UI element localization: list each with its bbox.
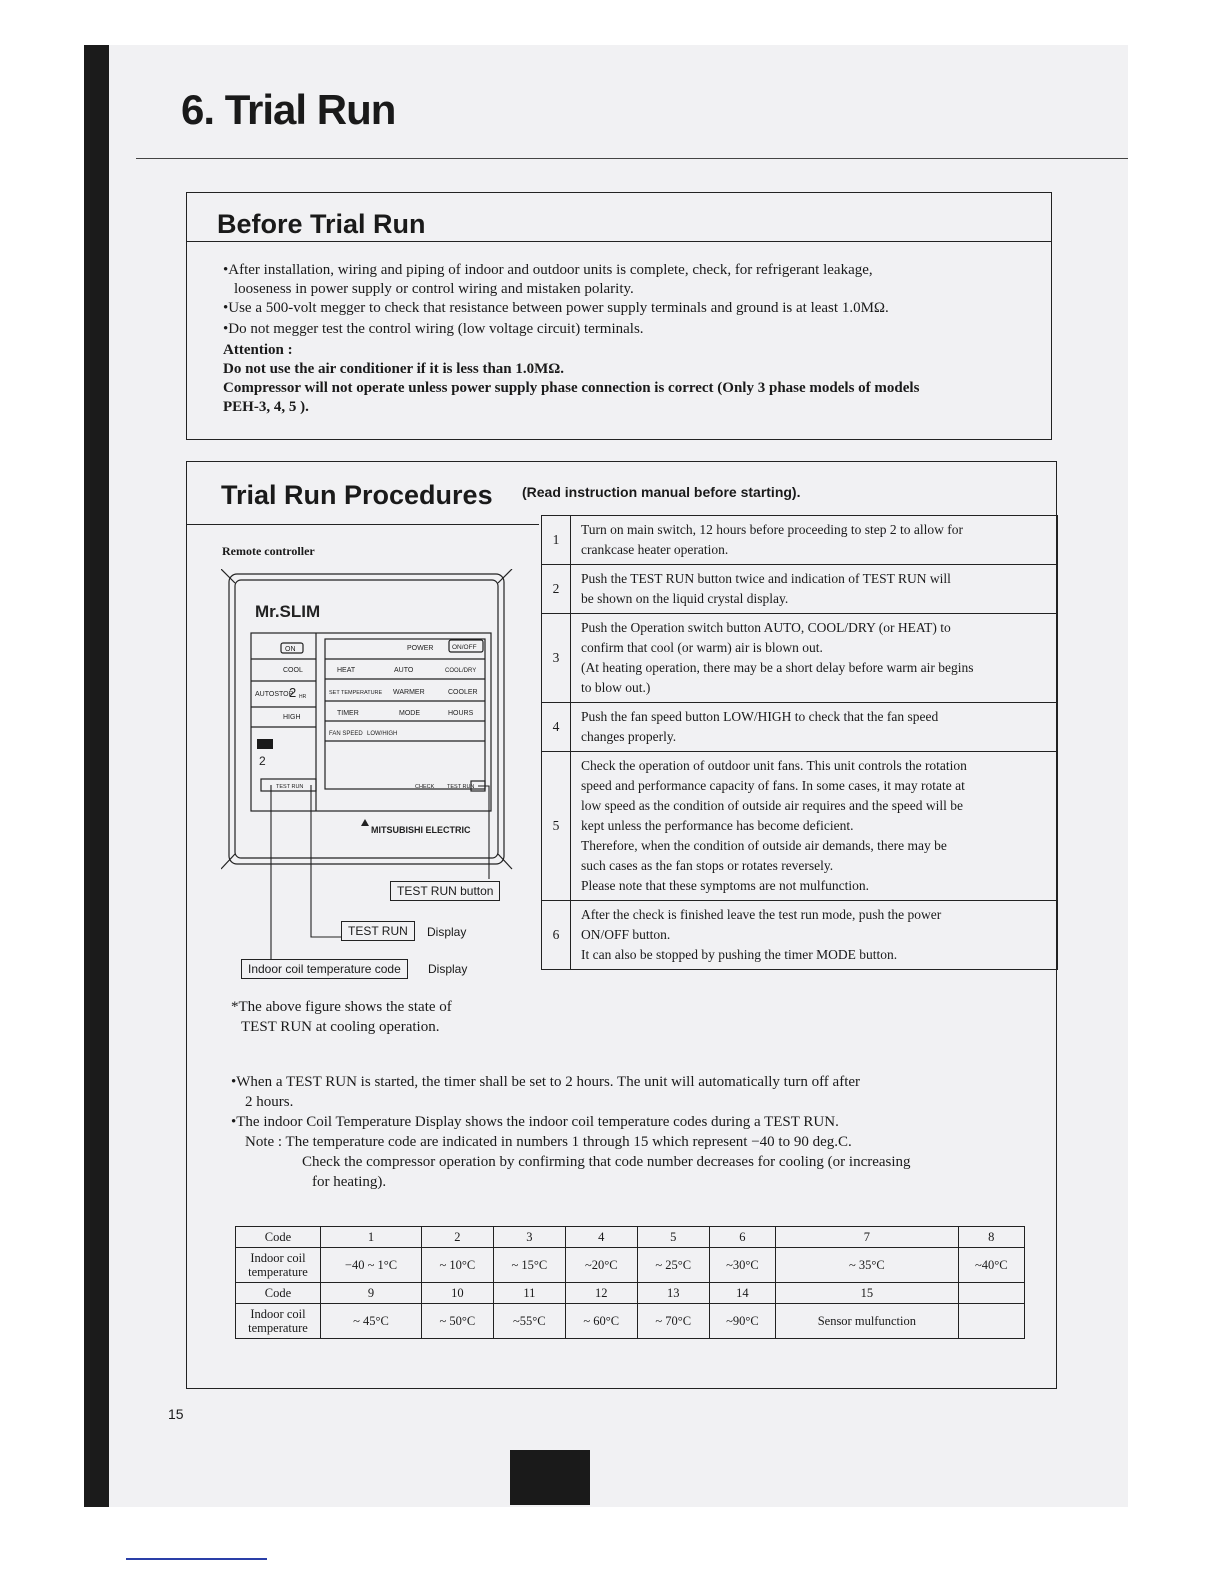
code-cell: 12 bbox=[565, 1283, 637, 1304]
callout-display-label: Display bbox=[427, 925, 467, 939]
code-cell: ~ 60°C bbox=[565, 1304, 637, 1339]
code-cell: 1 bbox=[321, 1227, 422, 1248]
step-text bbox=[571, 565, 1058, 614]
cool-indicator: COOL bbox=[283, 667, 303, 674]
code-cell: ~ 70°C bbox=[637, 1304, 709, 1339]
small-digit: 2 bbox=[259, 754, 266, 768]
on-indicator: ON bbox=[285, 646, 296, 653]
step-line: Turn on main switch, 12 hours before proceeding to step 2 to allow for bbox=[581, 522, 963, 537]
code-cell bbox=[958, 1304, 1024, 1339]
autostop-indicator: AUTOSTOP bbox=[255, 691, 294, 698]
code-row bbox=[236, 1227, 1025, 1248]
cooldry-button: COOL/DRY bbox=[445, 668, 477, 674]
step-line: Push the Operation switch button AUTO, COOL/DRY (or HEAT) to bbox=[581, 620, 951, 635]
step-line: Therefore, when the condition of outside air demands, there may be bbox=[581, 838, 947, 853]
step-line: be shown on the liquid crystal display. bbox=[581, 591, 789, 606]
step-row bbox=[542, 614, 1058, 703]
step-row bbox=[542, 901, 1058, 970]
warmer-button: WARMER bbox=[393, 689, 425, 696]
temperature-row bbox=[236, 1248, 1025, 1283]
step-line: (At heating operation, there may be a short delay before warm air begins bbox=[581, 660, 974, 675]
code-cell: 3 bbox=[493, 1227, 565, 1248]
step-line: crankcase heater operation. bbox=[581, 542, 729, 557]
lcd-segment-block bbox=[257, 739, 273, 749]
figure-note-line: TEST RUN at cooling operation. bbox=[241, 1019, 440, 1035]
code-cell: 15 bbox=[776, 1283, 958, 1304]
controller-inner-frame bbox=[235, 580, 498, 858]
code-cell: ~ 35°C bbox=[776, 1248, 958, 1283]
code-cell: 2 bbox=[421, 1227, 493, 1248]
code-cell: 10 bbox=[421, 1283, 493, 1304]
footer-underline bbox=[126, 1558, 267, 1560]
code-cell: 13 bbox=[637, 1283, 709, 1304]
procedures-subtitle: (Read instruction manual before starting). bbox=[522, 484, 801, 500]
code-cell: 11 bbox=[493, 1283, 565, 1304]
code-cell: 8 bbox=[958, 1227, 1024, 1248]
step-number: 3 bbox=[542, 614, 571, 703]
step-number: 6 bbox=[542, 901, 571, 970]
test-run-notes bbox=[231, 1072, 1031, 1192]
mitsubishi-diamonds-icon bbox=[361, 819, 369, 826]
step-number: 2 bbox=[542, 565, 571, 614]
code-row bbox=[236, 1283, 1025, 1304]
code-cell: 6 bbox=[709, 1227, 775, 1248]
code-cell: ~ 15°C bbox=[493, 1248, 565, 1283]
step-text bbox=[571, 516, 1058, 565]
note-line: 2 hours. bbox=[245, 1094, 294, 1110]
hours-button: HOURS bbox=[448, 710, 474, 717]
bullet-line: looseness in power supply or control wiring and mistaken polarity. bbox=[234, 281, 634, 297]
row-label: Indoor coil temperature bbox=[236, 1248, 321, 1283]
set-temperature-label: SET TEMPERATURE bbox=[329, 690, 383, 696]
scan-artifact bbox=[510, 1450, 590, 1505]
figure-note-line: *The above figure shows the state of bbox=[231, 999, 452, 1015]
step-line: After the check is finished leave the test run mode, push the power bbox=[581, 907, 942, 922]
attention-line: Do not use the air conditioner if it is less than 1.0MΩ. bbox=[223, 361, 565, 377]
step-line: It can also be stopped by pushing the timer MODE button. bbox=[581, 947, 898, 962]
before-trial-run-title: Before Trial Run bbox=[217, 209, 426, 239]
leader-test-run-button bbox=[478, 786, 489, 879]
code-cell: ~55°C bbox=[493, 1304, 565, 1339]
power-label: POWER bbox=[407, 645, 434, 652]
onoff-button: ON/OFF bbox=[452, 644, 477, 651]
callout-test-run-button: TEST RUN button bbox=[390, 881, 500, 901]
code-cell: ~ 10°C bbox=[421, 1248, 493, 1283]
step-line: Push the TEST RUN button twice and indication of TEST RUN will bbox=[581, 571, 951, 586]
code-cell: 5 bbox=[637, 1227, 709, 1248]
step-number: 4 bbox=[542, 703, 571, 752]
step-line: speed and performance capacity of fans. In some cases, it may rotate at bbox=[581, 778, 965, 793]
page-title: 6. Trial Run bbox=[181, 86, 396, 133]
before-trial-run-body bbox=[223, 261, 1023, 417]
code-cell: ~ 50°C bbox=[421, 1304, 493, 1339]
cooler-button: COOLER bbox=[448, 689, 478, 696]
step-line: low speed as the condition of outside air requires and the speed will be bbox=[581, 798, 964, 813]
step-line: confirm that cool (or warm) air is blown out. bbox=[581, 640, 823, 655]
row-label: Code bbox=[236, 1283, 321, 1304]
code-cell: 7 bbox=[776, 1227, 958, 1248]
step-text bbox=[571, 901, 1058, 970]
step-line: Check the operation of outdoor unit fans. This unit controls the rotation bbox=[581, 758, 967, 773]
code-cell: 9 bbox=[321, 1283, 422, 1304]
figure-note bbox=[231, 997, 452, 1037]
step-row bbox=[542, 516, 1058, 565]
brand-logo: Mr.SLIM bbox=[255, 602, 321, 621]
code-cell: ~90°C bbox=[709, 1304, 775, 1339]
timer-label: TIMER bbox=[337, 710, 359, 717]
code-cell bbox=[958, 1283, 1024, 1304]
step-line: kept unless the performance has become deficient. bbox=[581, 818, 854, 833]
step-row bbox=[542, 752, 1058, 901]
step-line: to blow out.) bbox=[581, 680, 651, 695]
callout-test-run-display: TEST RUN bbox=[341, 921, 415, 941]
code-cell: ~ 25°C bbox=[637, 1248, 709, 1283]
row-label: Code bbox=[236, 1227, 321, 1248]
trial-run-procedures-box bbox=[186, 461, 1057, 1389]
hours-digit: 2 bbox=[289, 685, 297, 700]
callout-coil-code: Indoor coil temperature code bbox=[241, 959, 408, 979]
code-cell: 14 bbox=[709, 1283, 775, 1304]
binding-edge bbox=[84, 45, 109, 1507]
test-run-button-label: TEST RUN bbox=[447, 784, 475, 790]
code-cell: ~40°C bbox=[958, 1248, 1024, 1283]
step-line: changes properly. bbox=[581, 729, 677, 744]
code-cell: ~ 45°C bbox=[321, 1304, 422, 1339]
step-text bbox=[571, 752, 1058, 901]
bullet-line: •Use a 500-volt megger to check that resistance between power supply terminals and ground is at least 1.0MΩ. bbox=[223, 300, 889, 316]
note-line: for heating). bbox=[312, 1174, 387, 1190]
maker-logo: MITSUBISHI ELECTRIC bbox=[371, 825, 471, 835]
auto-button: AUTO bbox=[394, 667, 414, 674]
mode-button: MODE bbox=[399, 710, 420, 717]
bullet-line: •Do not megger test the control wiring (low voltage circuit) terminals. bbox=[223, 321, 644, 337]
procedures-title: Trial Run Procedures bbox=[221, 480, 493, 510]
step-number: 5 bbox=[542, 752, 571, 901]
step-line: such cases as the fan stops or rotates reversely. bbox=[581, 858, 834, 873]
step-row bbox=[542, 565, 1058, 614]
attention-label: Attention : bbox=[223, 342, 293, 358]
note-line: •The indoor Coil Temperature Display shows the indoor coil temperature codes during a TEST RUN. bbox=[231, 1114, 839, 1130]
bullet-line: •After installation, wiring and piping of indoor and outdoor units is complete, check, for refrigerant leakage, bbox=[223, 262, 873, 278]
section-divider bbox=[187, 524, 539, 525]
check-button: CHECK bbox=[415, 784, 435, 790]
temperature-code-table bbox=[235, 1226, 1025, 1339]
fan-speed-label: FAN SPEED bbox=[329, 731, 363, 737]
note-line: •When a TEST RUN is started, the timer shall be set to 2 hours. The unit will automatically turn off after bbox=[231, 1074, 861, 1090]
procedure-steps-table bbox=[541, 515, 1058, 970]
callout-display-label: Display bbox=[428, 962, 468, 976]
step-text bbox=[571, 614, 1058, 703]
code-cell: −40 ~ 1°C bbox=[321, 1248, 422, 1283]
code-cell: Sensor mulfunction bbox=[776, 1304, 958, 1339]
high-indicator: HIGH bbox=[283, 714, 301, 721]
step-line: ON/OFF button. bbox=[581, 927, 671, 942]
remote-controller-label: Remote controller bbox=[222, 544, 315, 558]
code-cell: 4 bbox=[565, 1227, 637, 1248]
attention-line: PEH-3, 4, 5 ). bbox=[223, 399, 309, 415]
page-number: 15 bbox=[168, 1406, 184, 1422]
section-divider bbox=[187, 241, 1051, 242]
hr-indicator: HR bbox=[299, 694, 307, 700]
attention-line: Compressor will not operate unless power supply phase connection is correct (Only 3 phase models of models bbox=[223, 380, 920, 396]
title-rule bbox=[136, 158, 1128, 159]
step-number: 1 bbox=[542, 516, 571, 565]
before-trial-run-box bbox=[186, 192, 1052, 440]
row-label: Indoor coil temperature bbox=[236, 1304, 321, 1339]
code-cell: ~30°C bbox=[709, 1248, 775, 1283]
step-line: Please note that these symptoms are not mulfunction. bbox=[581, 878, 869, 893]
heat-button: HEAT bbox=[337, 667, 356, 674]
temperature-row bbox=[236, 1304, 1025, 1339]
step-line: Push the fan speed button LOW/HIGH to check that the fan speed bbox=[581, 709, 939, 724]
step-text bbox=[571, 703, 1058, 752]
test-run-lcd: TEST RUN bbox=[276, 784, 304, 790]
code-cell: ~20°C bbox=[565, 1248, 637, 1283]
step-row bbox=[542, 703, 1058, 752]
lowhigh-button: LOW/HIGH bbox=[367, 731, 398, 737]
note-line: Note : The temperature code are indicated in numbers 1 through 15 which represent −40 to 90 deg.C. bbox=[245, 1134, 852, 1150]
note-line: Check the compressor operation by confirming that code number decreases for cooling (or increasing bbox=[302, 1154, 911, 1170]
